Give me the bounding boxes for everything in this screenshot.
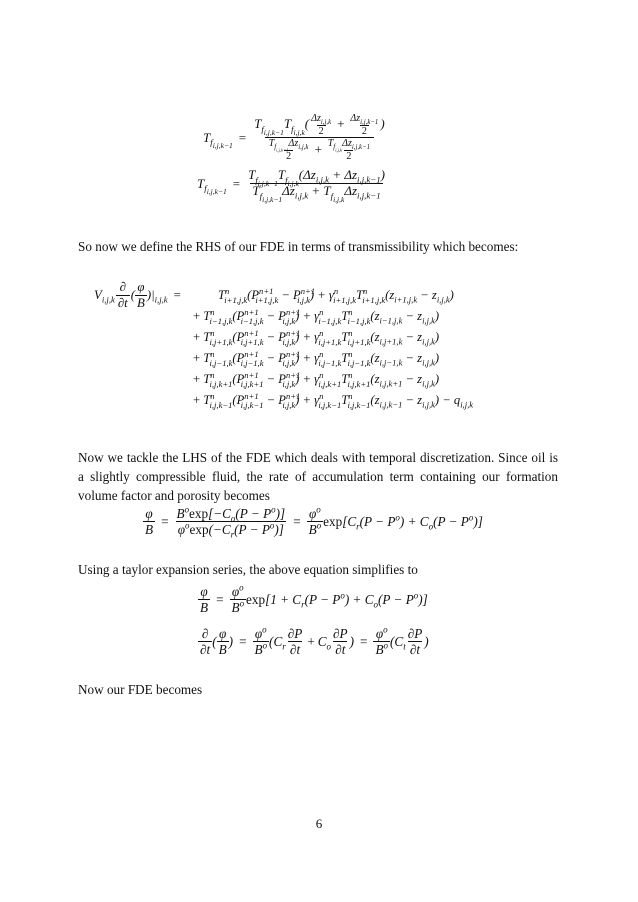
rhs-line-5: + $T^n_{i,j,k+1}(P^{n+1}_{i,j,k+1} - P^{n+1}_{i,j,k}) + \gamma^n_{i,j,k+1}T^n_{i,j,k+1}(z_{i,j,k+1} - z_{i,j,k})$ [193,369,440,389]
equation-tf-full: $T_{f_{i,j,k-1}}$ = $\frac{T_{f_{i,j,k-1}}T_{f_{i,j,k}}(\Delta z_{i,j,k} + \Delta z_{i,j,k-1})}{T_{f_{i,j,k-1}}\Delta z_{i,j,k} + T_{f_{i,j,k}}\Delta z_{i,j,k-1}}$ [197,167,385,204]
paragraph-rhs-intro: So now we define the RHS of our FDE in terms of transmissibility which becomes: [78,239,519,254]
rhs-line-2: + $T^n_{i-1,j,k}(P^{n+1}_{i-1,j,k} - P^{n+1}_{i,j,k}) + \gamma^n_{i-1,j,k}T^n_{i-1,j,k}(z_{i-1,j,k} - z_{i,j,k})$ [193,306,440,326]
rhs-line-6: + $T^n_{i,j,k-1}(P^{n+1}_{i,j,k-1} - P^{n+1}_{i,j,k}) + \gamma^n_{i,j,k-1}T^n_{i,j,k-1}(z_{i,j,k-1} - z_{i,j,k}) - q_{i,j,k}$ [193,390,474,410]
page-number: 6 [315,816,323,831]
equation-taylor-2: $\frac{\partial}{\partial t}$ ( $\frac{\varphi}{B}$ ) = $\frac{\varphi^o}{B^o}$ ($C_r$ $\frac{\partial P}{\partial t}$ + $C_o$ $\frac{\partial P}{\partial t}$ ) = $\frac{\varphi^o}{B^o}$ ($C_t$ $\frac{\partial P}{\partial t}$ ) [200,624,429,658]
rhs-line-3: + $T^n_{i,j+1,k}(P^{n+1}_{i,j+1,k} - P^{n+1}_{i,j,k}) + \gamma^n_{i,j+1,k}T^n_{i,j+1,k}(z_{i,j+1,k} - z_{i,j,k})$ [193,327,440,347]
equation-accumulation: $\frac{\varphi}{B}$ = $\frac{B^o\exp[-C_o(P - P^o)]}{\varphi^o\exp(-C_r(P - P^o)]}$ = $\frac{\varphi^o}{B^o}$ $\exp[C_r(P - P^o) + C_o(P - P^o)]$ [145,504,483,540]
equation-taylor-1: $\frac{\varphi}{B}$ = $\frac{\varphi^o}{B^o}$ $\exp[1 + C_r(P - P^o) + C_o(P - P^o)]$ [200,582,428,616]
rhs-line-4: + $T^n_{i,j-1,k}(P^{n+1}_{i,j-1,k} - P^{n+1}_{i,j,k}) + \gamma^n_{i,j-1,k}T^n_{i,j-1,k}(z_{i,j-1,k} - z_{i,j,k})$ [193,348,440,368]
paragraph-taylor: Using a taylor expansion series, the above equation simplifies to [78,562,418,577]
equation-tf-half: $T_{f_{i,j,k-1}}$ = $T_{f_{i,j,k-1}}T_{f_{i,j,k}}$( $\frac{\Delta z_{i,j,k}}{2}$ + $\frac{\Delta z_{i,j,k-1}}{2}$ ) $\frac{T_{f_{i,j,k-1}}\Delta z_{i,j,k}}{2}$ + $\frac{T_{f_{i,j,k}}\Delta z_{i,j,k-1}}{2}$ [203,113,385,163]
paragraph-lhs-intro: Now we tackle the LHS of the FDE which deals with temporal discretization. Since oil is a slightly compressible fluid, the rate of accumulation term containing our formation volume factor and porosity becomes [78,450,558,503]
paragraph-fde: Now our FDE becomes [78,682,203,697]
rhs-line-1: $T^n_{i+1,j,k}(P^{n+1}_{i+1,j,k} - P^{n+1}_{i,j,k}) + \gamma^n_{i+1,j,k}T^n_{i+1,j,k}(z_{i+1,j,k} - z_{i,j,k})$ [218,285,454,305]
equation-rhs-lhs-term: $V_{i,j,k}$ $\frac{\partial}{\partial t}$ ( $\frac{\varphi}{B}$ )$|_{i,j,k}$ = [94,280,181,310]
